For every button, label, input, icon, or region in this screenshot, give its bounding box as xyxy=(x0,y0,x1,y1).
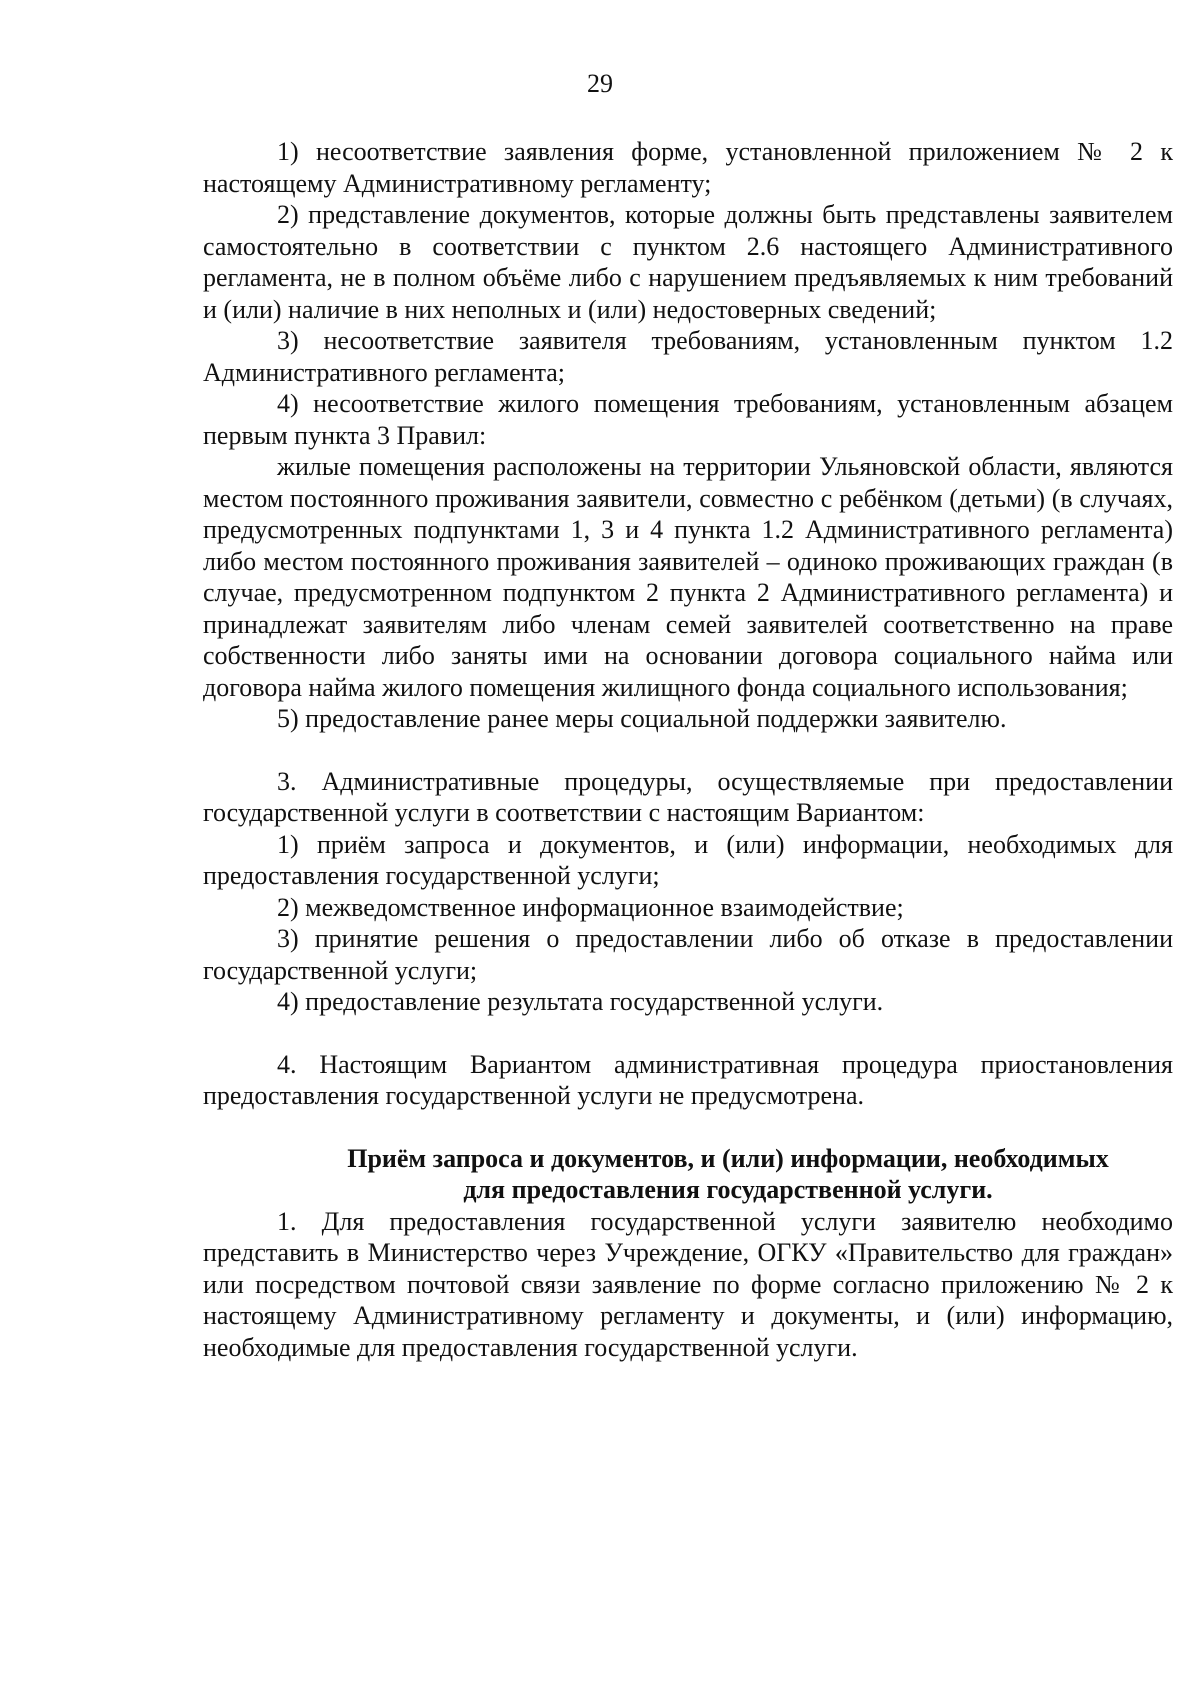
paragraph-gap xyxy=(203,1018,1173,1049)
list-item-2: 2) представление документов, которые должны быть представлены заявителем самостоятельно в соответствии с пунктом 2.6 настоящего Административного регламента, не в полном объёме либо с нарушением предъявляемых к ним требований и (или) наличие в них неполных и (или) недостоверных сведений; xyxy=(203,200,1173,324)
procedure-item-4: 4) предоставление результата государственной услуги. xyxy=(277,987,884,1016)
procedure-item-2: 2) межведомственное информационное взаимодействие; xyxy=(277,892,904,922)
procedure-item-3: 3) принятие решения о предоставлении либо об отказе в предоставлении государственной услуги; xyxy=(203,924,1173,985)
section-heading xyxy=(203,1143,1173,1206)
list-item-1: 1) несоответствие заявления форме, установленной приложением № 2 к настоящему Административному регламенту; xyxy=(203,137,1173,198)
section-1-paragraph: 1. Для предоставления государственной услуги заявителю необходимо представить в Министерство через Учреждение, ОГКУ «Правительство для граждан» или посредством почтовой связи заявление по форме согласно приложению № 2 к настоящему Административному регламенту и документы, и (или) информацию, необходимые для предоставления государственной услуги. xyxy=(203,1206,1173,1362)
list-item-5: 5) предоставление ранее меры социальной поддержки заявителю. xyxy=(277,704,1007,733)
section-heading-line-1: Приём запроса и документов, и (или) информации, необходимых xyxy=(347,1143,1109,1173)
procedure-item-1: 1) приём запроса и документов, и (или) информации, необходимых для предоставления государственной услуги; xyxy=(203,829,1173,890)
list-item-4: 4) несоответствие жилого помещения требованиям, установленным абзацем первым пункта 3 Правил: xyxy=(203,389,1173,450)
section-heading-line-2: для предоставления государственной услуги. xyxy=(463,1175,993,1204)
document-body xyxy=(203,136,1173,1363)
list-item-3: 3) несоответствие заявителя требованиям, установленным пунктом 1.2 Административного регламента; xyxy=(203,326,1173,387)
paragraph-gap xyxy=(203,735,1173,766)
page-number: 29 xyxy=(587,69,613,98)
list-item-4-detail: жилые помещения расположены на территории Ульяновской области, являются местом постоянного проживания заявители, совместно с ребёнком (детьми) (в случаях, предусмотренных подпунктами 1, 3 и 4 пункта 1.2 Административного регламента) либо местом постоянного проживания заявителей – одиноко проживающих граждан (в случае, предусмотренном подпунктом 2 пункта 2 Административного регламента) и принадлежат заявителям либо членам семей заявителей соответственно на праве собственности либо заняты ими на основании договора социального найма или договора найма жилого помещения жилищного фонда социального использования; xyxy=(203,452,1173,702)
section-3-intro: 3. Административные процедуры, осуществляемые при предоставлении государственной услуги в соответствии с настоящим Вариантом: xyxy=(203,766,1173,827)
section-4-paragraph: 4. Настоящим Вариантом административная процедура приостановления предоставления государственной услуги не предусмотрена. xyxy=(203,1049,1173,1110)
paragraph-gap xyxy=(203,1112,1173,1143)
